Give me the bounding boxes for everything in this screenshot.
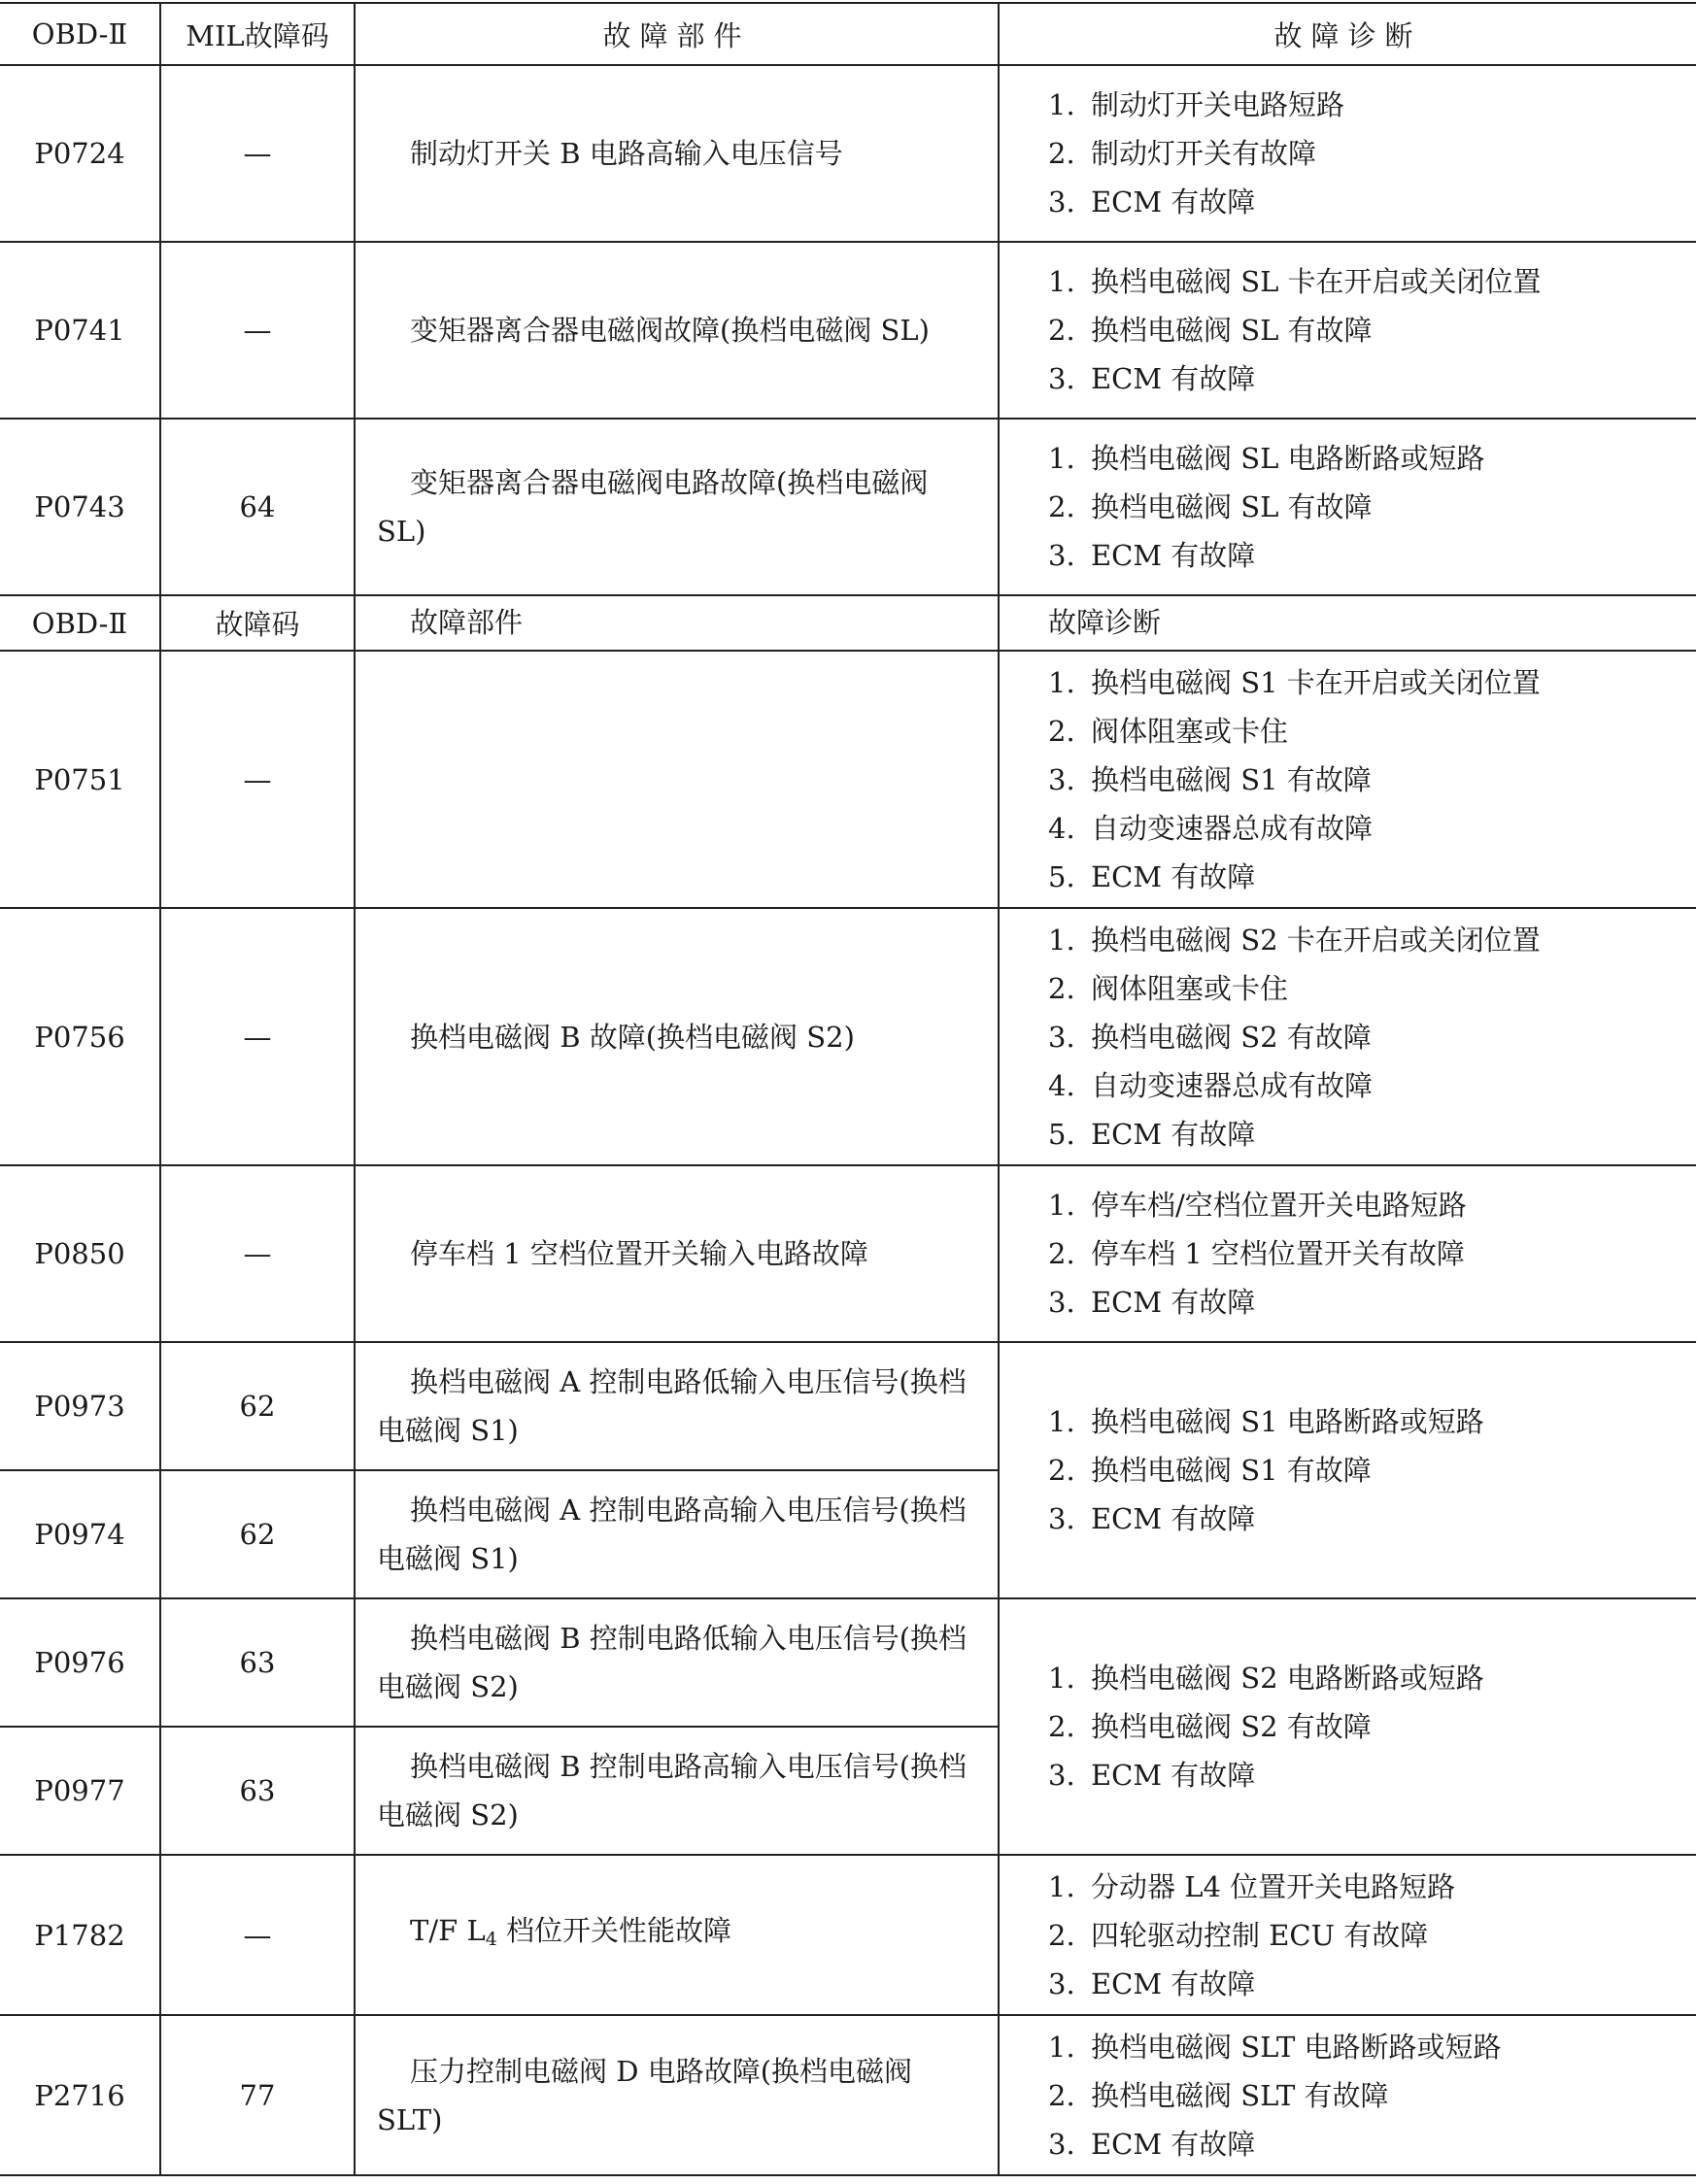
- diagnosis-item: 1. 换档电磁阀 S2 卡在开启或关闭位置: [1048, 923, 1541, 957]
- table-row: [0, 1598, 1696, 1727]
- diagnosis-item: 3. ECM 有故障: [1048, 539, 1256, 572]
- table-row: [0, 419, 1696, 595]
- obd-code-cell: P0756: [0, 908, 160, 1165]
- fault-part-cell: [355, 65, 999, 242]
- fault-part-cell: [355, 242, 999, 419]
- fault-part-cell: [355, 1470, 999, 1598]
- mil-code-cell: 77: [160, 2015, 355, 2175]
- subheader-mil-code: 故障码: [160, 595, 355, 651]
- fault-part-text: 停车档 1 空档位置开关输入电路故障: [410, 1237, 868, 1270]
- diagnosis-item: 3. ECM 有故障: [1048, 185, 1256, 218]
- diagnosis-item: 3. ECM 有故障: [1048, 2127, 1256, 2161]
- mil-code-cell: —: [160, 908, 355, 1165]
- mil-code-cell: —: [160, 65, 355, 242]
- diagnosis-item: 2. 四轮驱动控制 ECU 有故障: [1048, 1918, 1429, 1952]
- diagnosis-item: 2. 换档电磁阀 SL 有故障: [1048, 314, 1373, 347]
- obd-code-cell: P0976: [0, 1598, 160, 1727]
- obd-fault-code-table: [0, 2, 1696, 2176]
- diagnosis-item: 5. ECM 有故障: [1048, 1117, 1256, 1151]
- subheader-obd: OBD-Ⅱ: [0, 595, 160, 651]
- diagnosis-item: 1. 分动器 L4 位置开关电路短路: [1048, 1869, 1456, 1903]
- diagnosis-cell: [999, 1855, 1696, 2015]
- obd-code-cell: P0974: [0, 1470, 160, 1598]
- diagnosis-cell: [999, 1598, 1696, 1855]
- fault-part-cell: [355, 651, 999, 908]
- obd-code-cell: P0850: [0, 1165, 160, 1342]
- obd-code-cell: P0973: [0, 1342, 160, 1470]
- header-mil-code: MIL故障码: [160, 3, 355, 65]
- diagnosis-cell: [999, 1165, 1696, 1342]
- diagnosis-item: 1. 换档电磁阀 S1 电路断路或短路: [1048, 1405, 1484, 1438]
- table-row: [0, 908, 1696, 1165]
- diagnosis-item: 2. 停车档 1 空档位置开关有故障: [1048, 1237, 1465, 1270]
- mil-code-cell: 63: [160, 1727, 355, 1855]
- fault-part-cell: [355, 1727, 999, 1855]
- diagnosis-item: 1. 换档电磁阀 SL 电路断路或短路: [1048, 442, 1485, 475]
- diagnosis-item: 2. 换档电磁阀 SLT 有故障: [1048, 2078, 1389, 2112]
- diagnosis-item: 4. 自动变速器总成有故障: [1048, 1068, 1374, 1102]
- diagnosis-item: 2. 换档电磁阀 S1 有故障: [1048, 1454, 1372, 1487]
- fault-part-text: 换档电磁阀 A 控制电路高输入电压信号(换档电磁阀 S1): [377, 1494, 967, 1575]
- fault-part-text: 换档电磁阀 A 控制电路低输入电压信号(换档电磁阀 S1): [377, 1365, 967, 1447]
- diagnosis-item: 3. 换档电磁阀 S2 有故障: [1048, 1020, 1372, 1054]
- diagnosis-cell: [999, 242, 1696, 419]
- diagnosis-item: 5. ECM 有故障: [1048, 859, 1256, 893]
- diagnosis-item: 1. 换档电磁阀 SLT 电路断路或短路: [1048, 2030, 1502, 2064]
- diagnosis-item: 4. 自动变速器总成有故障: [1048, 811, 1374, 845]
- diagnosis-item: 3. 换档电磁阀 S1 有故障: [1048, 762, 1372, 796]
- obd-code-cell: P0977: [0, 1727, 160, 1855]
- fault-part-text: 变矩器离合器电磁阀电路故障(换档电磁阀 SL): [377, 466, 929, 548]
- diagnosis-item: 2. 阀体阻塞或卡住: [1048, 714, 1289, 748]
- diagnosis-item: 1. 停车档/空档位置开关电路短路: [1048, 1189, 1467, 1222]
- table-row: [0, 242, 1696, 419]
- table-row: [0, 651, 1696, 908]
- mil-code-cell: 62: [160, 1470, 355, 1598]
- subheader-fault-diagnosis: 故障诊断: [999, 595, 1696, 651]
- mil-code-cell: —: [160, 1855, 355, 2015]
- diagnosis-item: 3. ECM 有故障: [1048, 1502, 1256, 1535]
- fault-part-cell: [355, 1165, 999, 1342]
- obd-code-cell: P1782: [0, 1855, 160, 2015]
- diagnosis-cell: [999, 651, 1696, 908]
- continued-header-row: [0, 595, 1696, 651]
- diagnosis-item: 1. 换档电磁阀 S1 卡在开启或关闭位置: [1048, 665, 1541, 699]
- fault-part-text: 变矩器离合器电磁阀故障(换档电磁阀 SL): [410, 314, 930, 347]
- fault-part-cell: [355, 2015, 999, 2175]
- fault-part-cell: T/F $L_4$ 档位开关性能故障: [355, 1855, 999, 2015]
- mil-code-cell: 64: [160, 419, 355, 595]
- diagnosis-item: 2. 阀体阻塞或卡住: [1048, 971, 1289, 1005]
- table-row: [0, 1342, 1696, 1470]
- diagnosis-item: 1. 制动灯开关电路短路: [1048, 88, 1345, 121]
- fault-part-cell: [355, 1342, 999, 1470]
- fault-part-text: 制动灯开关 B 电路高输入电压信号: [410, 137, 843, 170]
- diagnosis-item: 3. ECM 有故障: [1048, 1286, 1256, 1319]
- header-obd: OBD-Ⅱ: [0, 3, 160, 65]
- table-row: [0, 2015, 1696, 2175]
- fault-part-text: 压力控制电磁阀 D 电路故障(换档电磁阀 SLT): [377, 2054, 913, 2136]
- header-fault-part: 故障部件: [355, 3, 999, 65]
- diagnosis-cell: [999, 908, 1696, 1165]
- fault-part-text: 换档电磁阀 B 控制电路低输入电压信号(换档电磁阀 S2): [377, 1622, 967, 1703]
- obd-code-cell: P0743: [0, 419, 160, 595]
- diagnosis-item: 3. ECM 有故障: [1048, 362, 1256, 395]
- obd-code-cell: P2716: [0, 2015, 160, 2175]
- diagnosis-item: 3. ECM 有故障: [1048, 1966, 1256, 2000]
- table-row: [0, 65, 1696, 242]
- fault-part-text: 换档电磁阀 B 控制电路高输入电压信号(换档电磁阀 S2): [377, 1750, 967, 1831]
- fault-part-cell: [355, 419, 999, 595]
- fault-part-text: 换档电磁阀 B 故障(换档电磁阀 S2): [410, 1020, 855, 1054]
- subheader-fault-part: 故障部件: [355, 595, 999, 651]
- diagnosis-item: 1. 换档电磁阀 S2 电路断路或短路: [1048, 1662, 1484, 1695]
- table-header-row: [0, 3, 1696, 65]
- diagnosis-cell: [999, 65, 1696, 242]
- obd-code-cell: P0724: [0, 65, 160, 242]
- mil-code-cell: 62: [160, 1342, 355, 1470]
- fault-part-cell: [355, 1598, 999, 1727]
- diagnosis-item: 2. 制动灯开关有故障: [1048, 137, 1317, 170]
- mil-code-cell: 63: [160, 1598, 355, 1727]
- obd-code-cell: P0751: [0, 651, 160, 908]
- diagnosis-cell: [999, 1342, 1696, 1598]
- diagnosis-cell: [999, 2015, 1696, 2175]
- header-fault-diagnosis: 故障诊断: [999, 3, 1696, 65]
- diagnosis-cell: [999, 419, 1696, 595]
- diagnosis-item: 2. 换档电磁阀 SL 有故障: [1048, 490, 1373, 523]
- table-row: [0, 1165, 1696, 1342]
- obd-code-cell: P0741: [0, 242, 160, 419]
- mil-code-cell: —: [160, 242, 355, 419]
- table-row: [0, 1855, 1696, 2015]
- diagnosis-item: 3. ECM 有故障: [1048, 1759, 1256, 1792]
- diagnosis-item: 1. 换档电磁阀 SL 卡在开启或关闭位置: [1048, 265, 1542, 298]
- fault-part-cell: [355, 908, 999, 1165]
- mil-code-cell: —: [160, 651, 355, 908]
- mil-code-cell: —: [160, 1165, 355, 1342]
- diagnosis-item: 2. 换档电磁阀 S2 有故障: [1048, 1710, 1372, 1743]
